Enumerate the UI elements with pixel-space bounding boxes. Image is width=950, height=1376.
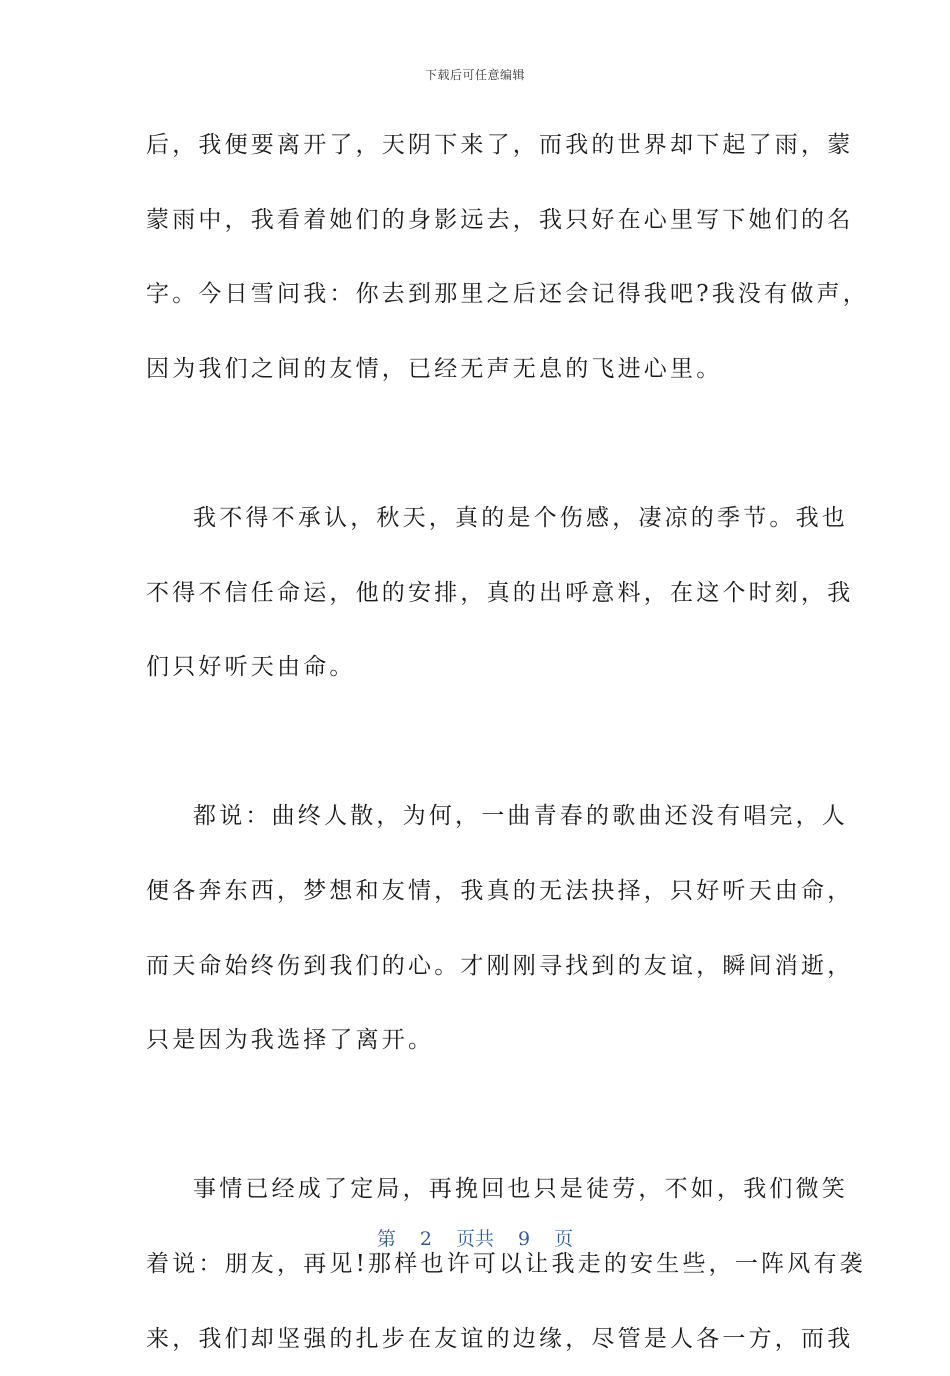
page-number: 2 <box>420 1228 432 1250</box>
text-line: 不得不信任命运，他的安排，真的出呼意料，在这个时刻，我 <box>146 556 806 631</box>
page-middle: 页共 <box>456 1224 494 1251</box>
text-line: 们只好听天由命。 <box>146 630 806 705</box>
text-line: 字。今日雪问我：你去到那里之后还会记得我吧?我没有做声， <box>146 257 806 332</box>
header-note: 下载后可任意编辑 <box>0 66 950 83</box>
paragraph-gap <box>146 1078 806 1153</box>
text-line: 便各奔东西，梦想和友情，我真的无法抉择，只好听天由命， <box>146 854 806 929</box>
text-line: 着说：朋友，再见!那样也许可以让我走的安生些，一阵风有袭 <box>146 1227 806 1302</box>
paragraph-gap <box>146 406 806 481</box>
page-total: 9 <box>518 1228 530 1250</box>
text-line: 只是因为我选择了离开。 <box>146 1003 806 1078</box>
text-line: 事情已经成了定局，再挽回也只是徒劳，不如，我们微笑 <box>146 1152 806 1227</box>
text-line: 来，我们却坚强的扎步在友谊的边缘，尽管是人各一方，而我 <box>146 1302 806 1376</box>
page-suffix: 页 <box>554 1224 573 1251</box>
paragraph-gap <box>146 705 806 780</box>
page-prefix: 第 <box>377 1224 396 1251</box>
document-body <box>146 108 806 1376</box>
text-line: 蒙雨中，我看着她们的身影远去，我只好在心里写下她们的名 <box>146 183 806 258</box>
text-line: 因为我们之间的友情，已经无声无息的飞进心里。 <box>146 332 806 407</box>
text-line: 而天命始终伤到我们的心。才刚刚寻找到的友谊，瞬间消逝， <box>146 929 806 1004</box>
text-line: 后，我便要离开了，天阴下来了，而我的世界却下起了雨，蒙 <box>146 108 806 183</box>
text-line: 我不得不承认，秋天，真的是个伤感，凄凉的季节。我也 <box>146 481 806 556</box>
text-line: 都说：曲终人散，为何，一曲青春的歌曲还没有唱完，人 <box>146 779 806 854</box>
page-footer <box>0 1224 950 1251</box>
